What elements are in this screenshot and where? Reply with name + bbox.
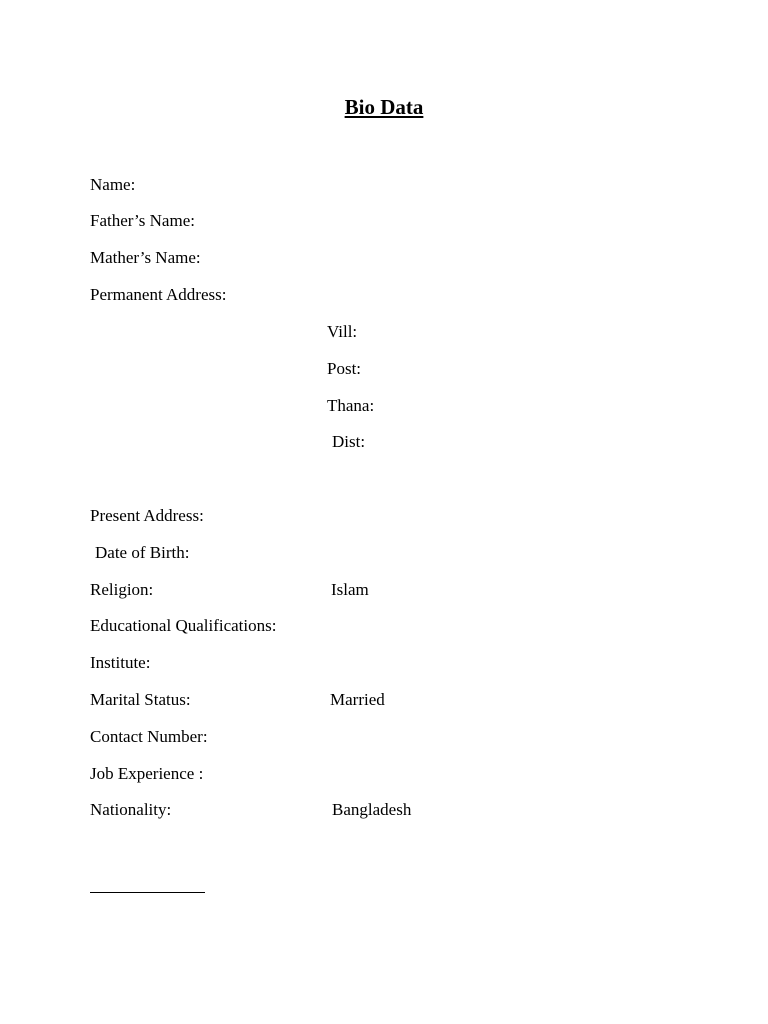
thana-label: Thana: [327,396,375,415]
present-address-label: Present Address: [90,506,204,525]
document-title: Bio Data [344,95,424,119]
vill-label: Vill: [327,322,358,341]
job-experience-label: Job Experience : [90,764,204,783]
mathers-name-label: Mather’s Name: [90,248,201,267]
marital-status-label: Marital Status: [90,690,191,709]
religion-label: Religion: [90,580,154,599]
institute-label: Institute: [90,653,151,672]
signature-line [90,892,205,893]
marital-status-value: Married [330,690,385,709]
educational-qualifications-label: Educational Qualifications: [90,616,277,635]
dist-label: Dist: [332,432,366,451]
permanent-address-label: Permanent Address: [90,285,227,304]
nationality-value: Bangladesh [332,800,412,819]
name-label: Name: [90,175,136,194]
date-of-birth-label: Date of Birth: [95,543,190,562]
contact-number-label: Contact Number: [90,727,208,746]
religion-value: Islam [331,580,369,599]
fathers-name-label: Father’s Name: [90,211,195,230]
nationality-label: Nationality: [90,800,172,819]
post-label: Post: [327,359,362,378]
